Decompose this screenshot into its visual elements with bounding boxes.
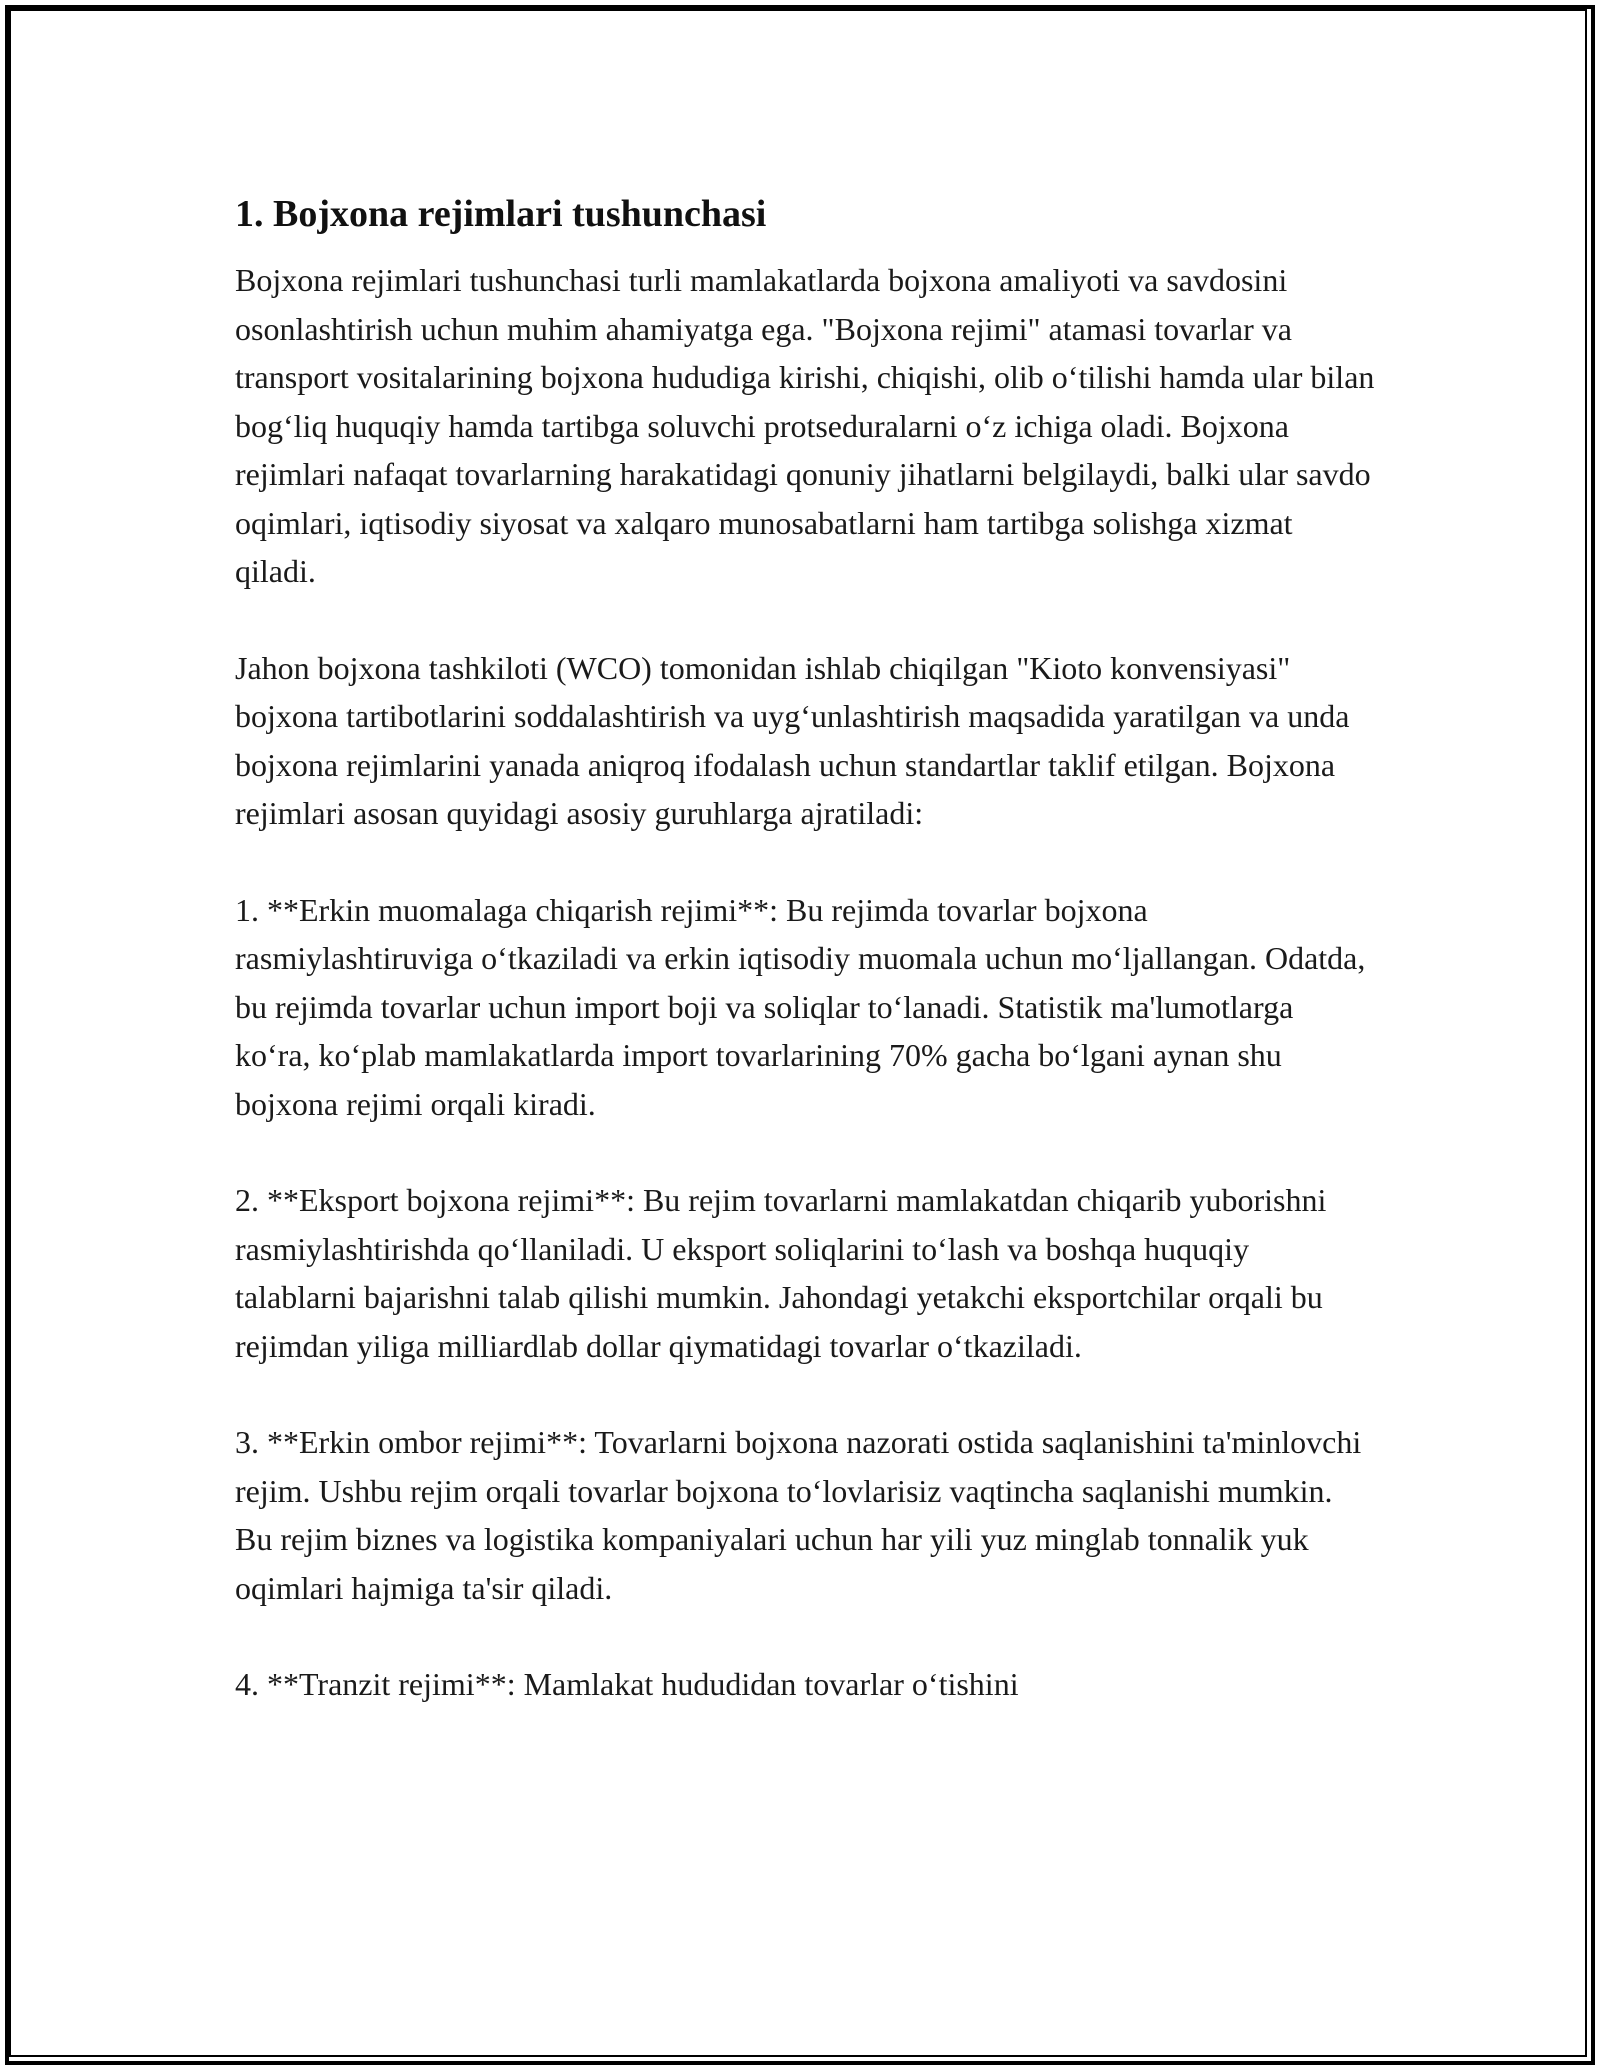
list-item-export: 2. **Eksport bojxona rejimi**: Bu rejim tovarlarni mamlakatdan chiqarib yuborishni rasmiylashtirishda qo‘llaniladi. U eksport soliqlarini to‘lash va boshqa huquqiy talablarni bajarishni talab qilishi mumkin. Jahondagi yetakchi eksportchilar orqali bu rejimdan yiliga milliardlab dollar qiymatidagi tovarlar o‘tkaziladi. xyxy=(235,1182,1327,1364)
list-item-customs-warehouse: 3. **Erkin ombor rejimi**: Tovarlarni bojxona nazorati ostida saqlanishini ta'minlovchi rejim. Ushbu rejim orqali tovarlar bojxona to‘lovlarisiz vaqtincha saqlanishi mumkin. Bu rejim biznes va logistika kompaniyalari uchun har yili yuz minglab tonnalik yuk oqimlari hajmiga ta'sir qiladi. xyxy=(235,1424,1362,1606)
document-body xyxy=(235,186,1375,1709)
section-heading: 1. Bojxona rejimlari tushunchasi xyxy=(235,193,767,235)
list-item-free-circulation: 1. **Erkin muomalaga chiqarish rejimi**: Bu rejimda tovarlar bojxona rasmiylashtiruviga o‘tkaziladi va erkin iqtisodiy muomala uchun mo‘ljallangan. Odatda, bu rejimda tovarlar uchun import boji va soliqlar to‘lanadi. Statistik ma'lumotlarga ko‘ra, ko‘plab mamlakatlarda import tovarlarining 70% gacha bo‘lgani aynan shu bojxona rejimi orqali kiradi. xyxy=(235,891,1366,1122)
paragraph-kyoto: Jahon bojxona tashkiloti (WCO) tomonidan ishlab chiqilgan "Kioto konvensiyasi" bojxona tartibotlarini soddalashtirish va uyg‘unlashtirish maqsadida yaratilgan va unda bojxona rejimlarini yanada aniqroq ifodalash uchun standartlar taklif etilgan. Bojxona rejimlari asosan quyidagi asosiy guruhlarga ajratiladi: xyxy=(235,649,1350,831)
paragraph-intro: Bojxona rejimlari tushunchasi turli mamlakatlarda bojxona amaliyoti va savdosini osonlashtirish uchun muhim ahamiyatga ega. "Bojxona rejimi" atamasi tovarlar va transport vositalarining bojxona hududiga kirishi, chiqishi, olib o‘tilishi hamda ular bilan bog‘liq huquqiy hamda tartibga soluvchi protseduralarni o‘z ichiga oladi. Bojxona rejimlari nafaqat tovarlarning harakatidagi qonuniy jihatlarni belgilaydi, balki ular savdo oqimlari, iqtisodiy siyosat va xalqaro munosabatlarni ham tartibga solishga xizmat qiladi. xyxy=(235,262,1375,589)
list-item-transit: 4. **Tranzit rejimi**: Mamlakat hududidan tovarlar o‘tishini xyxy=(235,1666,1019,1702)
